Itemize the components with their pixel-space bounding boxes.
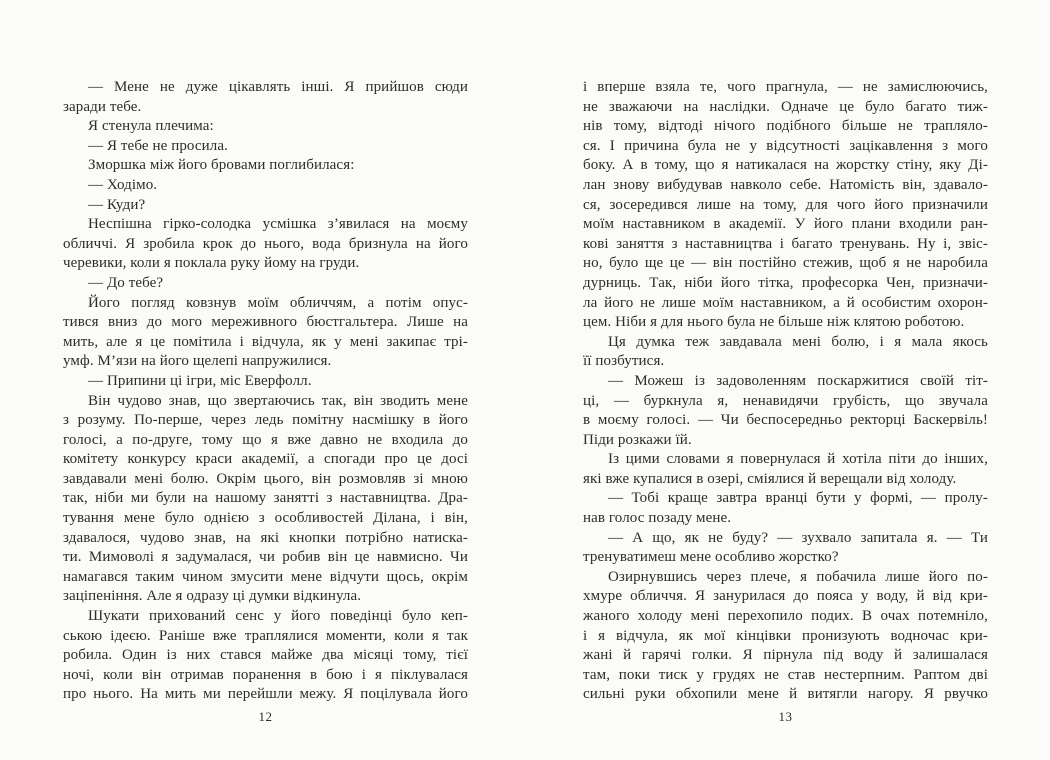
page-left-text-column [63,78,468,705]
paragraph [583,568,988,705]
paragraph [63,215,468,274]
text-line: жані й гарячі голки. Я пірнула під воду й залишалася [583,647,988,664]
text-line: кові заняття з наставництва і багато тренувань. Ну і, звіс- [583,235,988,252]
paragraph [583,489,988,528]
paragraph [63,78,468,117]
text-line: нів тому, відтоді нічого подібного більше не трапляло- [583,118,988,135]
text-line: Ця думка теж завдавала мені болю, і я мала якось [608,333,988,350]
text-line: її позбутися. [583,353,665,370]
text-line: черевики, коли я поклала руку йому на груди. [63,255,360,272]
text-line: хмуре обличчя. Я занурилася до пояса у воду, й від кри- [583,588,988,605]
text-line: — Я тебе не просила. [88,137,228,154]
text-line: умф. М’язи на його щелепі напружилися. [63,353,332,370]
book-page-right [583,0,988,760]
paragraph [63,117,468,137]
text-line: боку. А в тому, що я натикалася на жорстку стіну, яку Ді- [583,157,988,174]
text-line: Зморшка між його бровами поглибилася: [88,157,355,174]
text-line: намагався таким чином змусити мене відчути щось, окрім [63,568,468,585]
text-line: нав голос позаду мене. [583,510,732,527]
paragraph [63,156,468,176]
text-line: — Тобі краще завтра вранці бути у формі, — пролу- [608,490,988,507]
text-line: — Мене не дуже цікавлять інші. Я прийшов сюди [88,79,468,95]
text-line: які вже купалися в озері, сміялися й верещали від холоду. [583,470,957,487]
text-line: в моєму голосі. — Чи беспосередньо ректорці Баскервіль! [583,412,988,429]
text-line: завдавали мені болю. Окрім цього, він розмовляв зі мною [63,470,468,487]
paragraph [583,372,988,450]
text-line: ла його не лише моїм наставником, а й особистим охорон- [583,294,988,311]
text-line: ся. І причина була не у відсутності зацікавлення з мого [583,137,988,154]
text-line: ночі, коли він отримав поранення в бою і я піклувалася [63,666,468,683]
paragraph [63,372,468,392]
text-line: тився вниз до мого мереживного бюстгальтера. Лише на [63,314,468,331]
text-line: — Ходімо. [88,176,158,193]
text-line: комітету конкурсу краси академії, а спогади про це досі [63,451,468,468]
text-line: жаного холоду мені перехопило подих. В очах потемніло, [583,608,988,625]
paragraph [63,607,468,705]
paragraph [583,333,988,372]
paragraph [63,274,468,294]
text-line: Я стенула плечима: [88,118,214,135]
text-line: заради тебе. [63,98,142,115]
paragraph [63,294,468,372]
text-line: тування мене було однією з особливостей Ділана, і він, [63,510,468,527]
text-line: мить, але я це помітила і відчула, як у мені закипає трі- [63,333,468,350]
text-line: ці, — буркнула я, ненавидячи грубість, що звучала [583,392,988,409]
text-line: так, ніби ми були на нашому занятті з наставництва. Дра- [63,490,468,507]
text-line: — До тебе? [88,274,164,291]
book-page-left [63,0,468,760]
text-line: тренуватимеш мене особливо жорстко? [583,549,839,566]
text-line: моїм наставником в академії. У його плани входили ран- [583,216,988,233]
paragraph [63,392,468,608]
paragraph [583,450,988,489]
paragraph [583,78,988,333]
text-line: там, поки тиск у грудях не став нестерпним. Раптом дві [583,666,988,683]
text-line: Неспішна гірко-солодка усмішка з’явилася на моєму [88,216,468,233]
text-line: Озирнувшись через плече, я побачила лише його по- [608,568,988,585]
text-line: Він чудово знав, що звертаючись так, він зводить мене [88,392,468,409]
paragraph [63,196,468,216]
text-line: дурниць. Так, ніби його тітка, професорка Чен, призначи- [583,274,988,291]
text-line: ською ідеєю. Раніше вже траплялися моменти, коли я так [63,627,468,644]
text-line: — Припини ці ігри, міс Еверфолл. [88,372,312,389]
text-line: Із цими словами я повернулася й хотіла піти до інших, [608,451,988,468]
text-line: заціпеніння. Але я одразу ці думки відкинула. [63,588,362,605]
text-line: не зважаючи на наслідки. Одначе це було багато тиж- [583,98,988,115]
page-left-number: 12 [258,709,273,724]
text-line: цем. Ніби я для нього була не більше ніж клятою роботою. [583,314,965,331]
text-line: про нього. На мить ми перейшли межу. Я поцілувала його [63,686,468,703]
text-line: робила. Один із них стався майже два місяці тому, тієї [63,647,468,664]
paragraph [63,176,468,196]
text-line: Його погляд ковзнув моїм обличчям, а потім опус- [88,294,468,311]
text-line: і вперше взяла те, чого прагнула, — не замислюючись, [583,79,988,95]
text-line: — Куди? [88,196,146,213]
text-line: Піди розкажи їй. [583,431,692,448]
text-line: ти. Мимоволі я задумалася, чи робив він це навмисно. Чи [63,549,468,566]
text-line: Шукати прихований сенс у його поведінці було кеп- [88,608,468,625]
page-right-number: 13 [778,709,793,724]
text-line: голосі, а по-друге, тому що я вже давно не входила до [63,431,468,448]
text-line: здавалося, чудово знав, на які кнопки потрібно натиска- [63,529,468,546]
text-line: з розуму. По-перше, через ледь помітну насмішку в його [63,412,468,429]
text-line: — А що, як не буду? — зухвало запитала я. — Ти [608,529,988,546]
text-line: обличчі. Я зробила крок до нього, вода бризнула на його [63,235,468,252]
text-line: — Можеш із задоволенням поскаржитися своїй тіт- [608,372,988,389]
text-line: но, було ще це — він постійно стежив, щоб я не наробила [583,255,988,272]
text-line: і я відчула, як мої кінцівки пронизують водночас кри- [583,627,988,644]
text-line: сильні руки обхопили мене й витягли нагору. Я рвучко [583,686,988,703]
page-right-text-column [583,78,988,705]
paragraph [63,137,468,157]
text-line: ся, зосередився лише на тому, для чого його призначили [583,196,988,213]
paragraph [583,529,988,568]
text-line: лан знову вибудував навколо себе. Натомість він, здавало- [583,176,988,193]
